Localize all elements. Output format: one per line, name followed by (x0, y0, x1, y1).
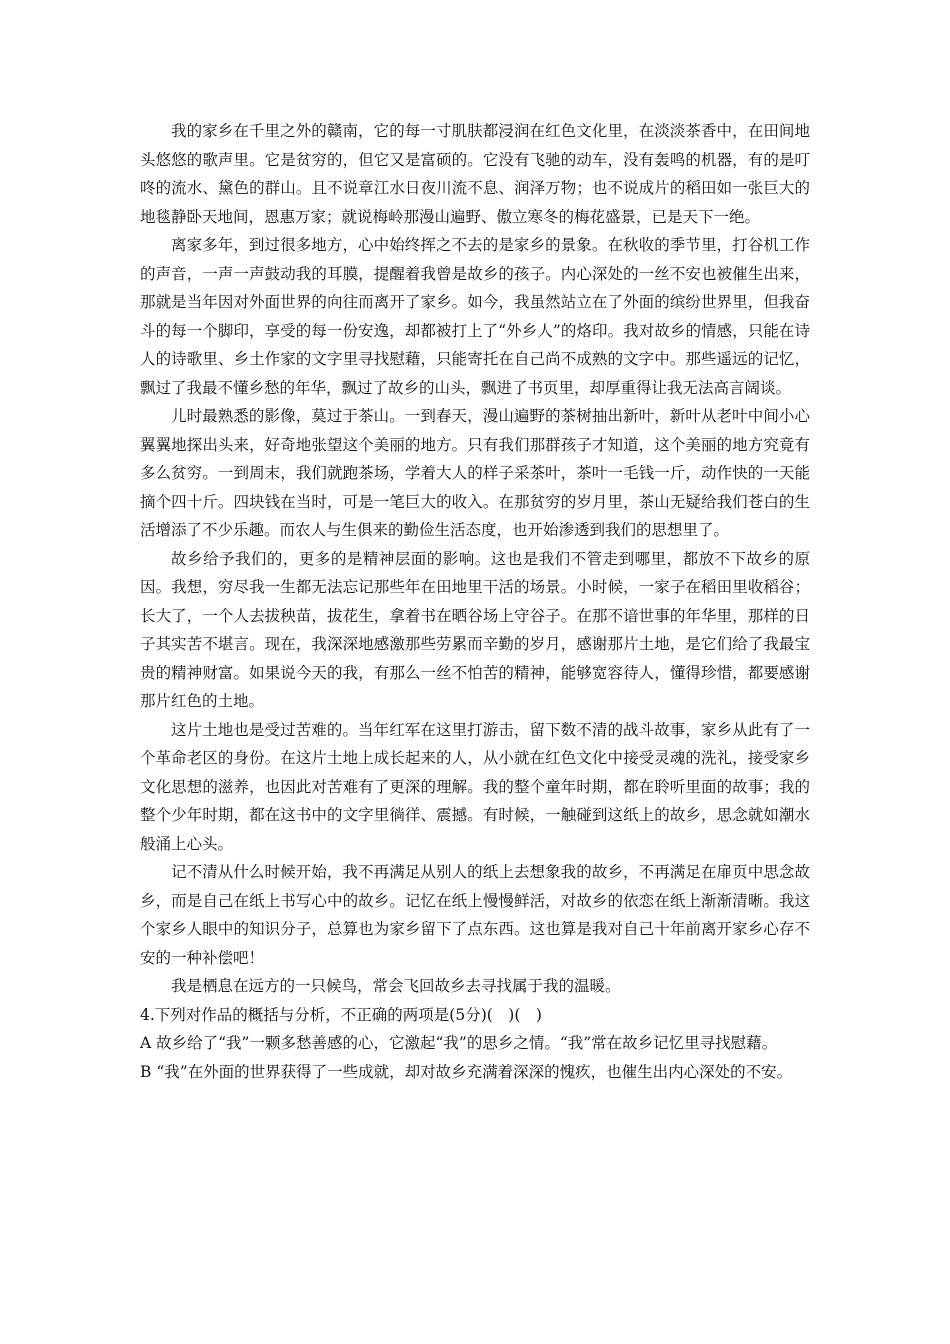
article-paragraph: 这片土地也是受过苦难的。当年红军在这里打游击，留下数不清的战斗故事，家乡从此有了一个革命老区的身份。在这片土地上成长起来的人，从小就在红色文化中接受灵魂的洗礼，接受家乡文化思想的滋养，也因此对苦难有了更深的理解。我的整个童年时期，都在聆听里面的故事；我的整个少年时期，都在这书中的文字里徜徉、震撼。有时候，一触碰到这纸上的故乡，思念就如潮水般涌上心头。 (140, 720, 810, 853)
article-paragraph: 我是栖息在远方的一只候鸟，常会飞回故乡去寻找属于我的温暖。 (171, 977, 621, 995)
answer-option-a: A 故乡给了“我”一颗多愁善感的心，它激起“我”的思乡之情。“我”常在故乡记忆里寻找慰藉。 (140, 1034, 778, 1052)
article-paragraph: 儿时最熟悉的影像，莫过于茶山。一到春天，漫山遍野的茶树抽出新叶，新叶从老叶中间小心翼翼地探出头来，好奇地张望这个美丽的地方。只有我们那群孩子才知道，这个美丽的地方究竟有多么贫穷。一到周末，我们就跑茶场，学着大人的样子采茶叶，茶叶一毛钱一斤，动作快的一天能摘个四十斤。四块钱在当时，可是一笔巨大的收入。在那贫穷的岁月里，茶山无疑给我们苍白的生活增添了不少乐趣。而农人与生俱来的勤俭生活态度，也开始渗透到我们的思想里了。 (140, 407, 810, 539)
article-paragraph: 我的家乡在千里之外的赣南，它的每一寸肌肤都浸润在红色文化里，在淡淡茶香中，在田间地头悠悠的歌声里。它是贫穷的，但它又是富硕的。它没有飞驰的动车，没有轰鸣的机器，有的是叮咚的流水、黛色的群山。且不说章江水日夜川流不息、润泽万物；也不说成片的稻田如一张巨大的地毯静卧天地间，恩惠万家；就说梅岭那漫山遍野、傲立寒冬的梅花盛景，已是天下一绝。 (140, 122, 810, 226)
article-paragraph: 记不清从什么时候开始，我不再满足从别人的纸上去想象我的故乡，不再满足在扉页中思念故乡，而是自己在纸上书写心中的故乡。记忆在纸上慢慢鲜活，对故乡的依恋在纸上渐渐清晰。我这个家乡人眼中的知识分子，总算也为家乡留下了点东西。这也算是我对自己十年前离开家乡心存不安的一种补偿吧！ (140, 863, 810, 967)
answer-option-b: B “我”在外面的世界获得了一些成就，却对故乡充满着深深的愧疚，也催生出内心深处的不安。 (140, 1062, 793, 1081)
question-stem: 4.下列对作品的概括与分析，不正确的两项是(5分)( )( ) (140, 1005, 542, 1024)
document-page (140, 117, 810, 1086)
article-paragraph: 离家多年，到过很多地方，心中始终挥之不去的是家乡的景象。在秋收的季节里，打谷机工作的声音，一声一声鼓动我的耳膜，提醒着我曾是故乡的孩子。内心深处的一丝不安也被催生出来，那就是当年因对外面世界的向往而离开了家乡。如今，我虽然站立在了外面的缤纷世界里，但我奋斗的每一个脚印，享受的每一份安逸，却都被打上了“外乡人”的烙印。我对故乡的情感，只能在诗人的诗歌里、乡土作家的文字里寻找慰藉，只能寄托在自己尚不成熟的文字中。那些遥远的记忆，飘过了我最不懂乡愁的年华，飘过了故乡的山头，飘进了书页里，却厚重得让我无法高言阔谈。 (140, 236, 810, 397)
article-paragraph: 故乡给予我们的，更多的是精神层面的影响。这也是我们不管走到哪里，都放不下故乡的原因。我想，穷尽我一生都无法忘记那些年在田地里干活的场景。小时候，一家子在稻田里收稻谷；长大了，一个人去拔秧苗，拔花生，拿着书在晒谷场上守谷子。在那不谙世事的年华里，那样的日子其实苦不堪言。现在，我深深地感激那些劳累而辛勤的岁月，感谢那片土地，是它们给了我最宝贵的精神财富。如果说今天的我，有那么一丝不怕苦的精神，能够宽容待人，懂得珍惜，都要感谢那片红色的土地。 (140, 549, 810, 710)
